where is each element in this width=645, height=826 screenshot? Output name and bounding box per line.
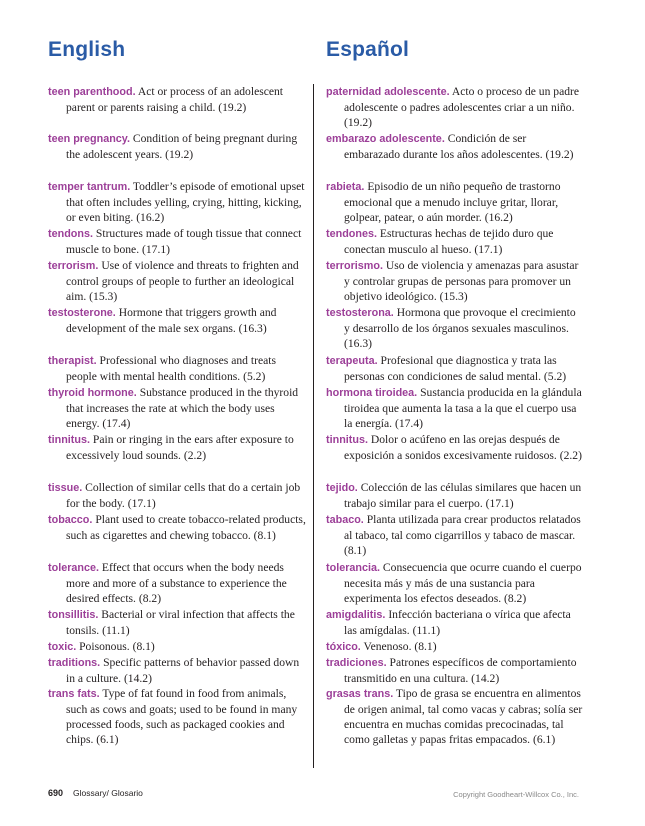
entry-term: paternidad adolescente.	[326, 86, 450, 98]
entry-definition: Collection of similar cells that do a certain job for the body. (17.1)	[66, 481, 301, 510]
heading-english: English	[48, 38, 126, 61]
entry-definition: Colección de las células similares que hacen un trabajo similar para el cuerpo. (17.1)	[344, 481, 582, 510]
entry-term: terrorismo.	[326, 260, 383, 272]
entry-definition: Bacterial or viral infection that affects the tonsils. (11.1)	[66, 608, 295, 637]
entry-definition: Structures made of tough tissue that connect muscle to bone. (17.1)	[66, 227, 302, 256]
entry-definition: Estructuras hechas de tejido duro que conectan musculo al hueso. (17.1)	[344, 227, 554, 256]
entry-term: tóxico.	[326, 641, 361, 653]
entry-definition: Patrones específicos de comportamiento transmitido en una cultura. (14.2)	[344, 656, 577, 685]
entry-definition: Hormone that triggers growth and development of the male sex organs. (16.3)	[66, 306, 277, 335]
glossary-entry	[48, 607, 306, 638]
entry-definition: Infección bacteriana o vírica que afecta las amígdalas. (11.1)	[344, 608, 571, 637]
entry-definition: Act or process of an adolescent parent or parents raising a child. (19.2)	[66, 85, 284, 114]
footer-label: Glossary/ Glosario	[73, 788, 143, 798]
entry-definition: Pain or ringing in the ears after exposure to excessively loud sounds. (2.2)	[66, 433, 294, 462]
glossary-entry	[48, 385, 306, 431]
entry-definition: Venenoso. (8.1)	[363, 640, 437, 653]
glossary-entry	[326, 560, 584, 606]
glossary-entry	[326, 432, 584, 463]
entry-definition: Poisonous. (8.1)	[79, 640, 155, 653]
entry-term: temper tantrum.	[48, 181, 131, 193]
glossary-entry	[48, 480, 306, 511]
entry-term: toxic.	[48, 641, 77, 653]
entry-definition: Acto o proceso de un padre adolescente o padres adolescentes criar a un niño. (19.2)	[344, 85, 580, 129]
entry-term: amigdalitis.	[326, 609, 386, 621]
entry-term: terrorism.	[48, 260, 99, 272]
page-number: 690	[48, 788, 64, 798]
glossary-entry	[326, 353, 584, 384]
glossary-entry	[326, 655, 584, 686]
glossary-entry	[326, 84, 584, 130]
entry-definition: Substance produced in the thyroid that increases the rate at which the body uses energy. (17.4)	[66, 386, 299, 430]
entry-definition: Effect that occurs when the body needs more and more of a substance to experience the desired effects. (8.2)	[66, 561, 287, 605]
glossary-entry	[326, 226, 584, 257]
entry-term: tonsillitis.	[48, 609, 99, 621]
glossary-entry	[48, 560, 306, 606]
entry-term: hormona tiroidea.	[326, 387, 418, 399]
entry-definition: Episodio de un niño pequeño de trastorno emocional que a menudo incluye gritar, llorar, golpear, patear, o aún morder. (16.2)	[344, 180, 561, 224]
glossary-entry	[48, 353, 306, 384]
entry-definition: Use of violence and threats to frighten and control groups of people to further an ideological aim. (15.3)	[66, 259, 299, 303]
glossary-entry	[48, 84, 306, 115]
glossary-entry	[48, 655, 306, 686]
entry-term: testosterone.	[48, 307, 116, 319]
glossary-entry	[48, 639, 306, 655]
entry-term: terapeuta.	[326, 355, 378, 367]
entry-definition: Hormona que provoque el crecimiento y desarrollo de los órganos sexuales masculinos. (16.3)	[344, 306, 576, 350]
glossary-entry	[48, 258, 306, 304]
entry-term: teen pregnancy.	[48, 133, 130, 145]
entry-term: tabaco.	[326, 514, 364, 526]
entry-term: grasas trans.	[326, 688, 394, 700]
entry-definition: Uso de violencia y amenazas para asustar y controlar grupas de personas para promover un objetivo ideológico. (15.3)	[344, 259, 579, 303]
entry-term: tissue.	[48, 482, 83, 494]
entry-term: therapist.	[48, 355, 97, 367]
entry-term: tradiciones.	[326, 657, 387, 669]
glossary-entry	[326, 258, 584, 304]
column-divider	[313, 84, 314, 768]
entry-term: tejido.	[326, 482, 358, 494]
entry-term: tendons.	[48, 228, 93, 240]
copyright-notice: Copyright Goodheart-Willcox Co., Inc.	[453, 790, 579, 799]
glossary-entry	[326, 607, 584, 638]
glossary-entry	[48, 512, 306, 543]
entry-definition: Condition of being pregnant during the adolescent years. (19.2)	[66, 132, 298, 161]
entry-definition: Toddler’s episode of emotional upset that often includes yelling, crying, hitting, kicking, or even biting. (16.2)	[66, 180, 305, 224]
entry-term: teen parenthood.	[48, 86, 136, 98]
glossary-entry	[326, 179, 584, 225]
entry-term: trans fats.	[48, 688, 100, 700]
entry-term: thyroid hormone.	[48, 387, 137, 399]
entry-term: testosterona.	[326, 307, 394, 319]
entry-definition: Professional who diagnoses and treats people with mental health conditions. (5.2)	[66, 354, 276, 383]
entry-term: tendones.	[326, 228, 377, 240]
glossary-entry	[48, 686, 306, 747]
glossary-entry	[326, 512, 584, 558]
entry-term: embarazo adolescente.	[326, 133, 445, 145]
entry-definition: Consecuencia que ocurre cuando el cuerpo necesita más y más de una sustancia para experimenta los efectos deseados. (8.2)	[344, 561, 582, 605]
glossary-entry	[48, 305, 306, 336]
glossary-entry	[326, 131, 584, 162]
glossary-entry	[326, 639, 584, 655]
entry-definition: Planta utilizada para crear productos relatados al tabaco, tal como cigarrillos y tabaco de mascar. (8.1)	[344, 513, 581, 557]
heading-spanish: Español	[326, 38, 410, 61]
entry-definition: Condición de ser embarazado durante los años adolescentes. (19.2)	[344, 132, 574, 161]
glossary-entry	[326, 686, 584, 747]
glossary-entry	[326, 305, 584, 351]
entry-definition: Plant used to create tobacco-related products, such as cigarettes and chewing tobacco. (8.1)	[66, 513, 306, 542]
glossary-entry	[48, 131, 306, 162]
glossary-entry	[48, 179, 306, 225]
entry-term: tinnitus.	[48, 434, 90, 446]
entry-term: tobacco.	[48, 514, 93, 526]
entry-term: traditions.	[48, 657, 101, 669]
entry-term: tolerance.	[48, 562, 100, 574]
entry-term: tinnitus.	[326, 434, 368, 446]
glossary-entry	[48, 432, 306, 463]
entry-definition: Type of fat found in food from animals, such as cows and goats; used to be found in many processed foods, such as packaged cookies and chips. (6.1)	[66, 687, 298, 746]
entry-term: rabieta.	[326, 181, 365, 193]
entry-definition: Sustancia producida en la glándula tiroidea que aumenta la tasa a la que el cuerpo usa la energía. (17.4)	[344, 386, 582, 430]
glossary-entry	[48, 226, 306, 257]
entry-definition: Dolor o acúfeno en las orejas después de exposición a sonidos excesivamente ruidosos. (2.2)	[344, 433, 582, 462]
entry-definition: Tipo de grasa se encuentra en alimentos de origen animal, tal como vacas y cabras; solía ser encuentra en muchas comidas precocinadas, tal como galletas y papas fritas empacados. (6.1)	[344, 687, 583, 746]
glossary-entry	[326, 385, 584, 431]
entry-definition: Specific patterns of behavior passed down in a culture. (14.2)	[66, 656, 300, 685]
entry-term: tolerancia.	[326, 562, 381, 574]
glossary-entry	[326, 480, 584, 511]
entry-definition: Profesional que diagnostica y trata las personas con condiciones de salud mental. (5.2)	[344, 354, 567, 383]
